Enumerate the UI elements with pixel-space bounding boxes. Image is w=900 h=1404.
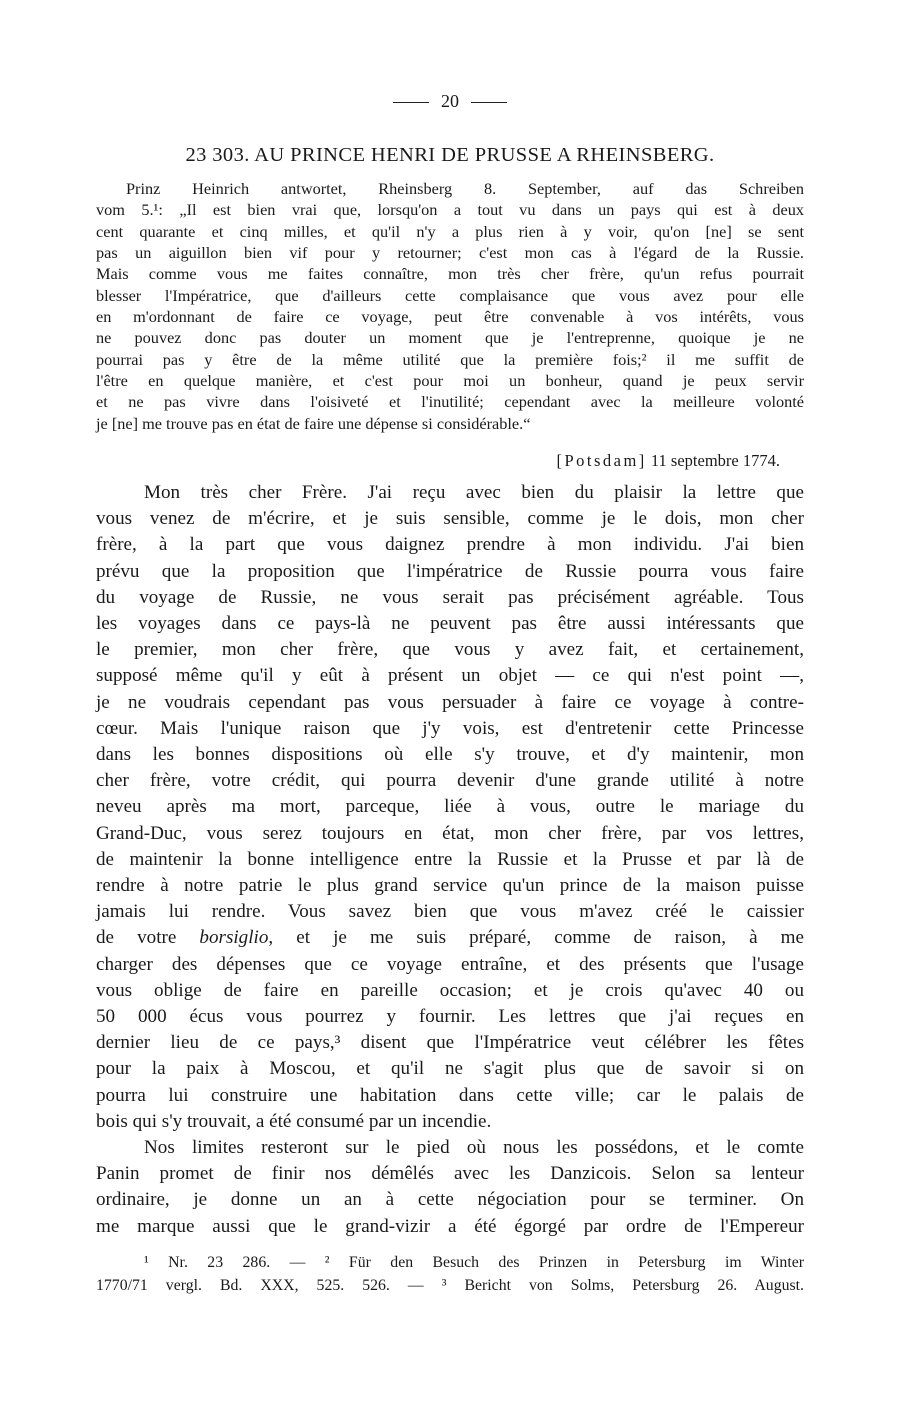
letter-heading: 23 303. AU PRINCE HENRI DE PRUSSE A RHEINSBERG. [185, 144, 715, 166]
page-number-text: 20 [441, 91, 459, 111]
intro-line: pas un aiguillon bien vif pour y retourner; c'est mon cas à l'égard de la Russie. [96, 243, 804, 263]
intro-line: blesser l'Impératrice, que d'ailleurs cette complaisance que vous avez pour elle [96, 285, 804, 305]
intro-paragraph [96, 178, 804, 434]
letter-line: neveu après ma mort, parceque, liée à vous, outre le mariage du [96, 796, 804, 818]
right-rule [471, 102, 507, 103]
letter-line: rendre à notre patrie le plus grand service qu'un prince de la maison puisse [96, 875, 804, 897]
intro-line: en m'ordonnant de faire ce voyage, peut être convenable à vos intérêts, vous [96, 307, 804, 327]
letter-line: les voyages dans ce pays-là ne peuvent pas être aussi intéressants que [96, 613, 804, 635]
footnote-line: ¹ Nr. 23 286. — ² Für den Besuch des Prinzen in Petersburg im Winter [144, 1254, 804, 1271]
letter-line: Nos limites resteront sur le pied où nous les possédons, et le comte [144, 1137, 804, 1159]
footnotes [96, 1251, 804, 1297]
letter-line: cœur. Mais l'unique raison que j'y vois, est d'entretenir cette Princesse [96, 717, 804, 739]
letter-line: ordinaire, je donne un an à cette négociation pour se terminer. On [96, 1189, 804, 1211]
letter-line: de maintenir la bonne intelligence entre la Russie et la Prusse et par là de [96, 848, 804, 870]
letter-line: je ne voudrais cependant pas vous persuader à faire ce voyage à contre- [96, 691, 804, 713]
letter-line: du voyage de Russie, ne vous serait pas précisément agréable. Tous [96, 586, 804, 608]
intro-line: pourrai pas y être de la même utilité que la première fois;² il me suffit de [96, 349, 804, 369]
footnote-line: 1770/71 vergl. Bd. XXX, 525. 526. — ³ Bericht von Solms, Petersburg 26. August. [96, 1277, 804, 1294]
letter-line: pourra lui construire une habitation dans cette ville; car le palais de [96, 1084, 804, 1106]
intro-line: cent quarante et cinq milles, et qu'il n'y a plus rien à y voir, qu'on [ne] se sent [96, 221, 804, 241]
intro-line: et ne pas vivre dans l'oisiveté et l'inutilité; cependant avec la meilleure volonté [96, 392, 804, 412]
italic-word: borsiglio [199, 927, 269, 949]
letter-body [96, 480, 804, 1240]
intro-line: je [ne] me trouve pas en état de faire une dépense si considérable.“ [96, 413, 531, 433]
letter-line: charger des dépenses que ce voyage entraîne, et des présents que l'usage [96, 953, 804, 975]
dateline-place: [Potsdam] [556, 451, 647, 470]
left-rule [393, 102, 429, 103]
letter-line: le premier, mon cher frère, que vous y avez fait, et certainement, [96, 639, 804, 661]
intro-line: l'être en quelque manière, et c'est pour moi un bonheur, quand je peux servir [96, 371, 804, 391]
letter-line: Panin promet de finir nos démêlés avec les Danzicois. Selon sa lenteur [96, 1163, 804, 1185]
letter-line: bois qui s'y trouvait, a été consumé par un incendie. [96, 1110, 492, 1132]
letter-line: supposé même qu'il y eût à présent un objet — ce qui n'est point —, [96, 665, 804, 687]
letter-line: vous oblige de faire en pareille occasion; et je crois qu'avec 40 ou [96, 979, 804, 1001]
letter-line: cher frère, votre crédit, qui pourra devenir d'une grande utilité à notre [96, 770, 804, 792]
letter-line: prévu que la proposition que l'impératrice de Russie pourra vous faire [96, 560, 804, 582]
letter-line: jamais lui rendre. Vous savez bien que vous m'avez créé le caissier [96, 901, 804, 923]
intro-line: vom 5.¹: „Il est bien vrai que, lorsqu'on a tout vu dans un pays qui est à deux [96, 200, 804, 220]
intro-line: Prinz Heinrich antwortet, Rheinsberg 8. September, auf das Schreiben [126, 179, 804, 198]
dateline-date: 11 septembre 1774. [650, 451, 780, 470]
letter-line: dernier lieu de ce pays,³ disent que l'Impératrice veut célébrer les fêtes [96, 1032, 804, 1054]
letter-line: dans les bonnes dispositions où elle s'y trouve, et d'y maintenir, mon [96, 744, 804, 766]
letter-line: de votre borsiglio, et je me suis préparé, comme de raison, à me [96, 927, 804, 949]
page-number [0, 90, 900, 112]
letter-line: frère, à la part que vous daignez prendre à mon individu. J'ai bien [96, 534, 804, 556]
intro-line: Mais comme vous me faites connaître, mon très cher frère, qu'un refus pourrait [96, 264, 804, 284]
intro-line: ne pouvez donc pas douter un moment que je l'entreprenne, quoique je ne [96, 328, 804, 348]
letter-line: Grand-Duc, vous serez toujours en état, mon cher frère, par vos lettres, [96, 822, 804, 844]
letter-line: Mon très cher Frère. J'ai reçu avec bien du plaisir la lettre que [144, 482, 804, 503]
dateline [96, 450, 780, 472]
letter-line: pour la paix à Moscou, et qu'il ne s'agit plus que de savoir si on [96, 1058, 804, 1080]
letter-line: 50 000 écus vous pourrez y fournir. Les lettres que j'ai reçues en [96, 1006, 804, 1028]
letter-line: me marque aussi que le grand-vizir a été égorgé par ordre de l'Empereur [96, 1215, 804, 1237]
letter-line: vous venez de m'écrire, et je suis sensible, comme je le dois, mon cher [96, 508, 804, 530]
